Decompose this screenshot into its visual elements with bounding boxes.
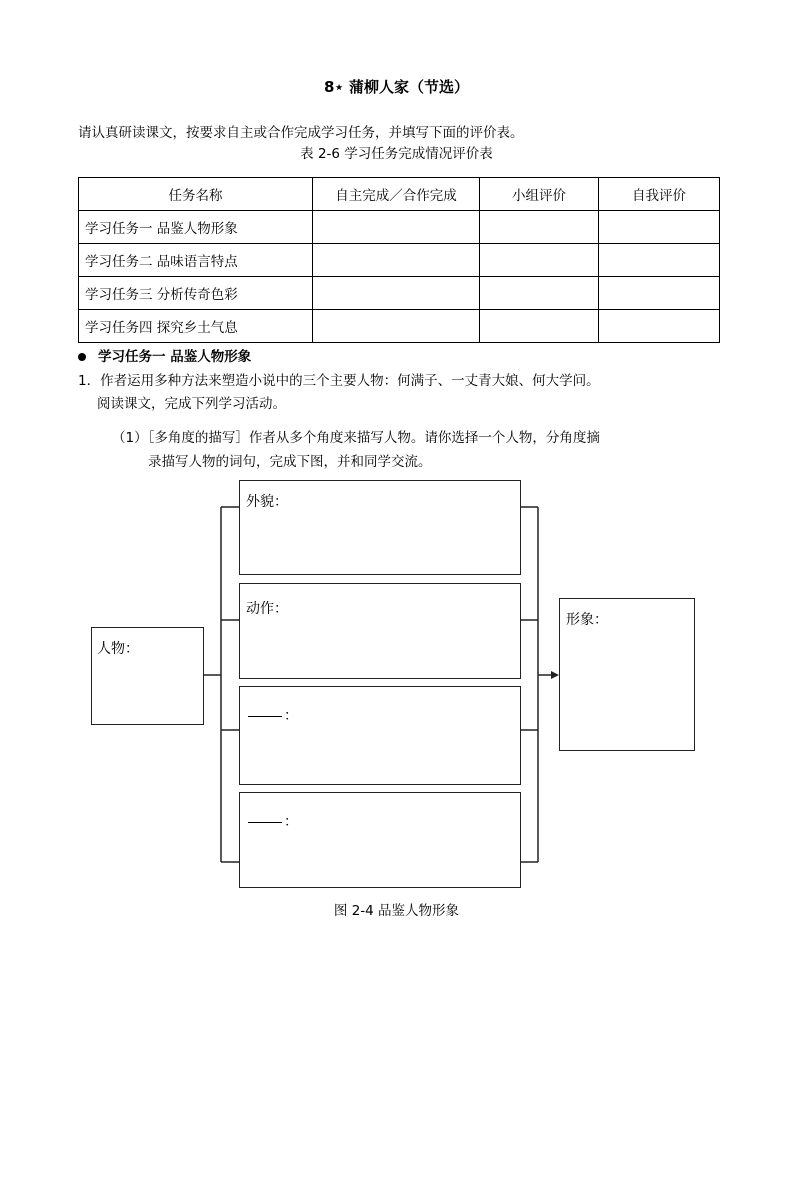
task-name-cell: 学习任务二 品味语言特点 — [79, 244, 313, 277]
question-1-1-line-1: （1）［多角度的描写］作者从多个角度来描写人物。请你选择一个人物，分角度摘 — [112, 430, 600, 446]
header-task-name: 任务名称 — [79, 178, 313, 211]
header-completion-mode: 自主完成／合作完成 — [313, 178, 480, 211]
header-self-eval: 自我评价 — [599, 178, 720, 211]
fill-blank-line[interactable] — [248, 715, 282, 717]
header-group-eval: 小组评价 — [480, 178, 599, 211]
question-1-line-1: 1．作者运用多种方法来塑造小说中的三个主要人物：何满子、一丈青大娘、何大学问。 — [78, 373, 600, 389]
action-label: 动作： — [246, 601, 288, 617]
task-name-cell: 学习任务四 探究乡土气息 — [79, 310, 313, 343]
person-box[interactable] — [91, 627, 204, 725]
blank-category-label-4 — [248, 811, 298, 831]
task-name-cell: 学习任务三 分析传奇色彩 — [79, 277, 313, 310]
action-box[interactable] — [239, 583, 521, 679]
section-heading-text: 学习任务一 品鉴人物形象 — [98, 349, 252, 365]
appearance-box[interactable] — [239, 480, 521, 575]
blank-category-box-4[interactable] — [239, 792, 521, 888]
question-1-1-line-2: 录描写人物的词句，完成下图，并和同学交流。 — [148, 454, 432, 470]
blank-category-colon: ： — [284, 708, 298, 724]
fill-blank-line[interactable] — [248, 821, 282, 823]
intro-text: 请认真研读课文，按要求自主或合作完成学习任务，并填写下面的评价表。 — [78, 125, 524, 141]
figure-caption: 图 2-4 品鉴人物形象 — [333, 903, 460, 919]
blank-category-box-3[interactable] — [239, 686, 521, 785]
task-name-cell: 学习任务一 品鉴人物形象 — [79, 211, 313, 244]
appearance-label: 外貌： — [246, 494, 288, 510]
table-caption: 表 2-6 学习任务完成情况评价表 — [300, 146, 493, 162]
question-1-line-2: 阅读课文，完成下列学习活动。 — [97, 396, 286, 412]
image-box[interactable] — [559, 598, 695, 751]
image-label: 形象： — [566, 612, 608, 628]
blank-category-label-3 — [248, 705, 298, 725]
blank-category-colon: ： — [284, 814, 298, 830]
page-title: 8⋆ 蒲柳人家（节选） — [323, 78, 470, 96]
person-label: 人物： — [97, 641, 139, 657]
